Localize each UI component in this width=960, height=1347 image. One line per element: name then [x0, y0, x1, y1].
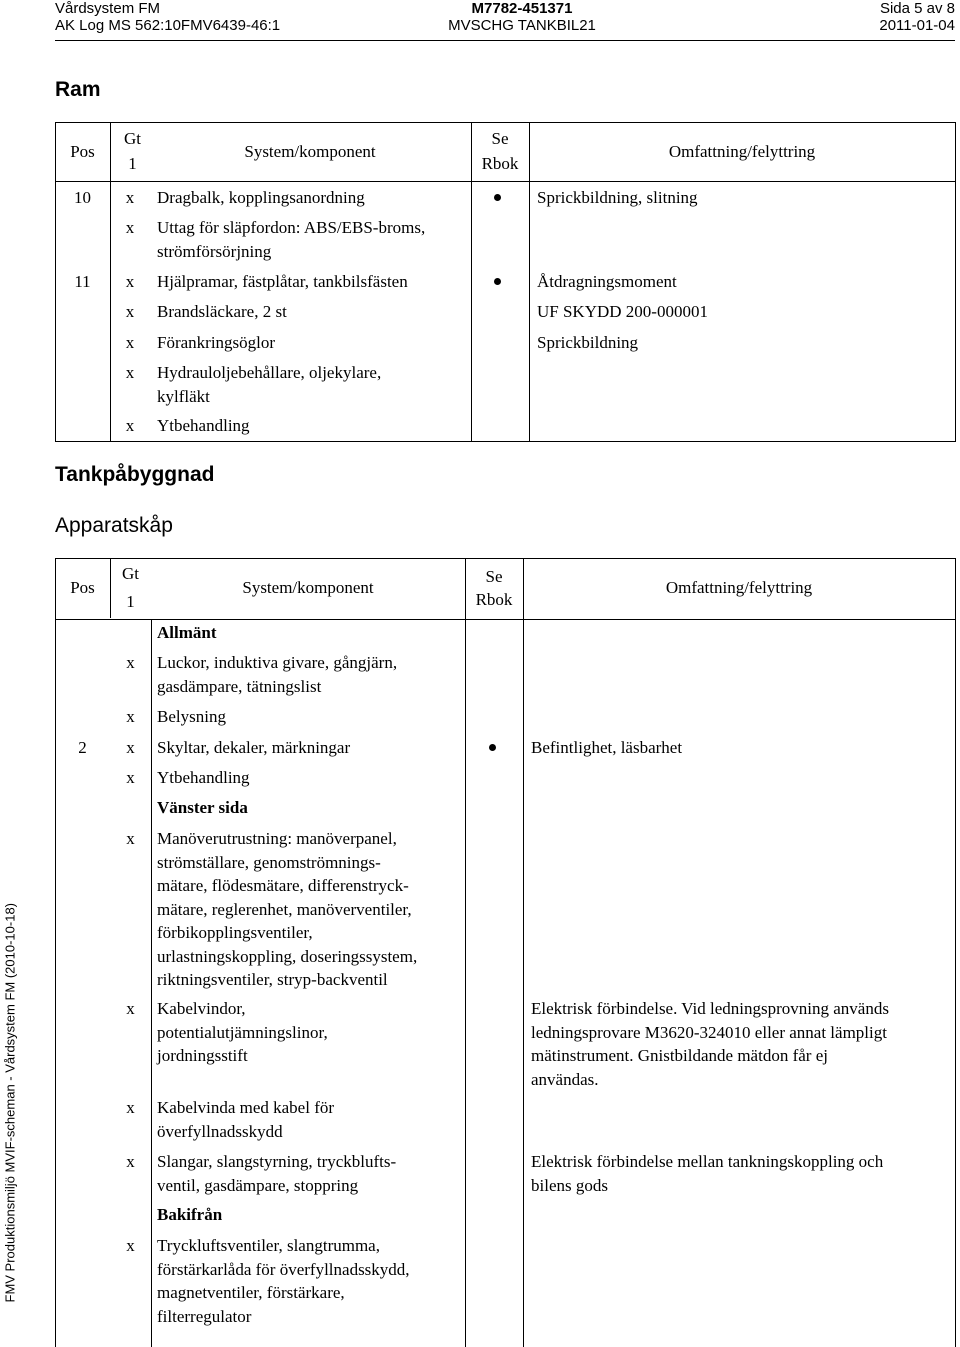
row-gt-mark: x: [125, 333, 135, 352]
row-omfattning-text: Sprickbildning: [537, 333, 639, 352]
row-pos: 2: [78, 738, 87, 757]
row-omfattning-text: ledningsprovare M3620-324010 eller annat lämpligt: [531, 1022, 887, 1042]
row-system-text: Manöverutrustning: manöverpanel,: [157, 829, 397, 848]
row-omfattning-text: Elektrisk förbindelse. Vid ledningsprovning används: [531, 999, 889, 1018]
row-group-heading: Bakifrån: [157, 1205, 223, 1224]
row-system-text: mätare, reglerenhet, manöverventiler,: [157, 899, 412, 919]
section-subtitle-apparatskap: Apparatskåp: [55, 514, 173, 537]
row-gt-mark: x: [125, 272, 135, 291]
row-system-text: filterregulator: [157, 1306, 252, 1326]
row-system-text: förbikopplingsventiler,: [157, 923, 313, 942]
row-system-text: Hydrauloljebehållare, oljekylare,: [157, 363, 382, 382]
row-pos: 10: [74, 188, 91, 207]
row-omfattning-text: Befintlighet, läsbarhet: [531, 738, 683, 757]
table2-header-system: System/komponent: [242, 578, 374, 597]
row-system-text: Förankringsöglor: [157, 333, 276, 352]
table-header-pos: Pos: [70, 142, 95, 161]
section-title-tankpabyggnad: Tankpåbyggnad: [55, 463, 215, 486]
row-gt-mark: x: [125, 363, 135, 382]
rbok-bullet: [494, 278, 501, 285]
table-header-system: System/komponent: [244, 142, 376, 161]
row-system-text: Slangar, slangstyrning, tryckblufts-: [157, 1152, 397, 1171]
row-system-text: Kabelvindor,: [157, 999, 246, 1018]
row-system-text: Skyltar, dekaler, märkningar: [157, 738, 351, 757]
row-pos: 11: [74, 272, 91, 291]
row-system-text: ventil, gasdämpare, stoppring: [157, 1175, 359, 1195]
table-header-gt-sub: 1: [128, 154, 137, 173]
row-gt-mark: x: [126, 1236, 135, 1255]
row-system-text: mätare, flödesmätare, differenstryck-: [157, 876, 409, 895]
row-system-text: magnetventiler, förstärkare,: [157, 1283, 345, 1302]
row-system-text: Luckor, induktiva givare, gångjärn,: [157, 653, 398, 672]
row-omfattning-text: användas.: [531, 1069, 599, 1089]
table2-header-gt: Gt: [122, 564, 139, 583]
header-document-ref: AK Log MS 562:10FMV6439-46:1: [55, 17, 281, 34]
row-gt-mark: x: [126, 1152, 135, 1171]
row-group-heading: Vänster sida: [157, 798, 248, 817]
row-gt-mark: x: [126, 999, 135, 1018]
row-system-text: förstärkarlåda för överfyllnadsskydd,: [157, 1259, 410, 1279]
row-system-text: Hjälpramar, fästplåtar, tankbilsfästen: [157, 272, 408, 291]
row-gt-mark: x: [126, 707, 135, 726]
row-gt-mark: x: [125, 302, 135, 321]
row-gt-mark: x: [125, 416, 135, 435]
row-system-text: potentialutjämningslinor,: [157, 1022, 328, 1042]
row-system-text: Uttag för släpfordon: ABS/EBS-broms,: [157, 218, 426, 237]
row-group-heading: Allmänt: [157, 623, 217, 642]
header-divider: [55, 40, 955, 41]
header-date: 2011-01-04: [879, 17, 955, 34]
table2-header-pos: Pos: [70, 578, 95, 597]
table-header-se: Se: [491, 129, 509, 148]
row-gt-mark: x: [126, 653, 135, 672]
row-system-text: strömställare, genomströmnings-: [157, 852, 381, 872]
rbok-bullet: [494, 194, 501, 201]
row-system-text: jordningsstift: [157, 1046, 248, 1065]
row-gt-mark: x: [125, 188, 135, 207]
row-system-text: gasdämpare, tätningslist: [157, 676, 322, 696]
table-header-omfattning: Omfattning/felyttring: [668, 142, 816, 161]
row-system-text: riktningsventiler, stryp-backventil: [157, 970, 388, 989]
row-omfattning-text: Elektrisk förbindelse mellan tankningskoppling och: [531, 1152, 884, 1171]
row-omfattning-text: Sprickbildning, slitning: [537, 188, 698, 207]
row-gt-mark: x: [125, 218, 135, 237]
row-gt-mark: x: [126, 738, 135, 757]
row-gt-mark: x: [126, 768, 135, 787]
table2-header-se: Se: [485, 567, 503, 586]
row-system-text: Ytbehandling: [157, 768, 250, 787]
row-system-text: strömförsörjning: [157, 241, 272, 261]
header-vehicle: MVSCHG TANKBIL21: [448, 17, 596, 34]
row-system-text: överfyllnadsskydd: [157, 1121, 283, 1141]
row-system-text: Tryckluftsventiler, slangtrumma,: [157, 1236, 380, 1255]
table2-header-omfattning: Omfattning/felyttring: [665, 578, 813, 597]
header-page-number: Sida 5 av 8: [879, 0, 955, 17]
row-omfattning-text: mätinstrument. Gnistbildande mätdon får ej: [531, 1046, 828, 1065]
row-system-text: urlastningskoppling, doseringssystem,: [157, 946, 418, 966]
rbok-bullet: [489, 744, 496, 751]
header-system-name: Vårdsystem FM: [55, 0, 161, 17]
row-gt-mark: x: [126, 829, 135, 848]
row-omfattning-text: Åtdragningsmoment: [537, 272, 677, 291]
section-title-ram: Ram: [55, 78, 101, 101]
row-system-text: kylfläkt: [157, 386, 210, 406]
sidebar-source-text: FMV Produktionsmiljö MVIF-scheman - Vårdsystem FM (2010-10-18): [2, 902, 18, 1303]
row-system-text: Kabelvinda med kabel för: [157, 1098, 335, 1117]
row-omfattning-text: UF SKYDD 200-000001: [537, 302, 708, 321]
row-gt-mark: x: [126, 1098, 135, 1117]
row-omfattning-text: bilens gods: [531, 1175, 608, 1195]
row-system-text: Belysning: [157, 707, 226, 726]
table2-header-gt-sub: 1: [126, 592, 135, 611]
table2-header-rbok: Rbok: [475, 590, 513, 609]
header-doc-number: M7782-451371: [471, 0, 573, 17]
row-system-text: Brandsläckare, 2 st: [157, 302, 287, 321]
row-system-text: Ytbehandling: [157, 416, 250, 435]
table-header-rbok: Rbok: [481, 154, 519, 173]
table-header-gt: Gt: [124, 129, 141, 148]
row-system-text: Dragbalk, kopplingsanordning: [157, 188, 365, 207]
